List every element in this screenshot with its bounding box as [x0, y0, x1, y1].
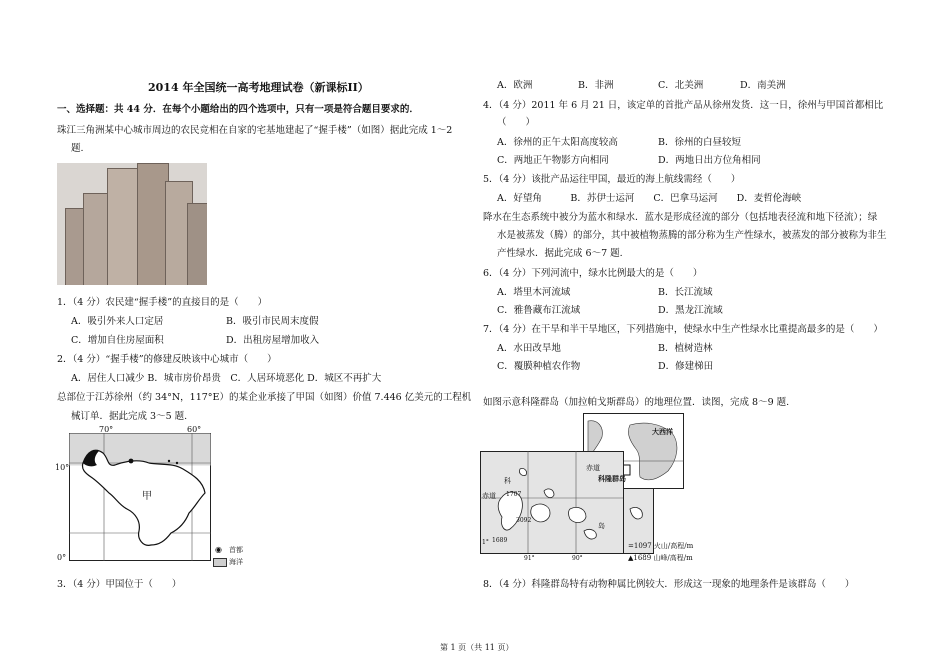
q4-stem-line-2: （ ）	[497, 117, 536, 128]
page-footer: 第 1 页（共 11 页）	[440, 643, 514, 652]
map2-lon-91: 91°	[524, 555, 535, 562]
map2-label-atlantic: 大西洋	[652, 427, 673, 436]
map2-elev-3092: 3092	[516, 517, 532, 524]
intro-1-line-2: 题.	[71, 143, 84, 154]
map2-label-equator-top: 赤道	[586, 464, 600, 472]
q3-option-a[interactable]: A．欧洲	[497, 80, 533, 91]
intro-2-line-2: 械订单．据此完成 3～5 题.	[71, 411, 188, 422]
map1-country-label: 甲	[142, 491, 152, 502]
map2-lat-1: 1°	[482, 539, 489, 546]
q5-options[interactable]: A．好望角 B．苏伊士运河 C．巴拿马运河 D．麦哲伦海峡	[497, 193, 802, 204]
map2-lon-90: 90°	[572, 555, 583, 562]
q1-stem: 1．（4 分）农民建“握手楼”的直接目的是（ ）	[57, 297, 268, 308]
map2-label-dao: 岛	[598, 522, 605, 530]
map2-label-islands: 科隆群岛	[598, 474, 626, 483]
map1-legend-ocean: 海洋	[229, 558, 243, 566]
q6-option-b[interactable]: B．长江流域	[658, 287, 713, 298]
map2-legend-volcano: =1097 火山/高程/m	[628, 542, 694, 550]
q4-stem-line-1: 4．（4 分）2011 年 6 月 21 日，该定单的首批产品从徐州发货．这一日，徐州与甲国首都相比	[483, 100, 884, 111]
intro-3-line-3: 产性绿水．据此完成 6～7 题.	[497, 248, 623, 259]
q3-stem: 3．（4 分）甲国位于（ ）	[57, 579, 182, 590]
q4-option-a[interactable]: A．徐州的正午太阳高度较高	[497, 137, 618, 148]
q6-option-d[interactable]: D．黑龙江流域	[658, 305, 723, 316]
map1-lon-60: 60°	[187, 425, 202, 434]
q4-option-b[interactable]: B．徐州的白昼较短	[658, 137, 741, 148]
map1-legend-capital: 首都	[229, 546, 243, 554]
intro-4: 如图示意科隆群岛（加拉帕戈斯群岛）的地理位置．读图，完成 8～9 题.	[483, 397, 790, 408]
map-galapagos	[480, 413, 735, 568]
q7-option-b[interactable]: B．植树造林	[658, 343, 713, 354]
map1-lat-10: 10°	[55, 463, 70, 472]
map2-label-ke: 科	[504, 477, 511, 485]
map2-label-equator-main: 赤道	[482, 492, 496, 500]
intro-3-line-1: 降水在生态系统中被分为蓝水和绿水．蓝水是形成径流的部分（包括地表径流和地下径流）；绿	[483, 212, 878, 223]
q4-option-c[interactable]: C．两地正午物影方向相同	[497, 155, 609, 166]
q7-option-c[interactable]: C．覆膜种植农作物	[497, 361, 581, 372]
q3-option-d[interactable]: D．南美洲	[740, 80, 786, 91]
q7-option-a[interactable]: A．水田改旱地	[497, 343, 561, 354]
q6-option-c[interactable]: C．雅鲁藏布江流域	[497, 305, 581, 316]
map1-lat-0: 0°	[57, 553, 67, 562]
q6-stem: 6．（4 分）下列河流中，绿水比例最大的是（ ）	[483, 268, 703, 279]
q2-stem: 2．（4 分）“握手楼”的修建反映该中心城市（ ）	[57, 354, 277, 365]
map2-legend-peak: ▲1689 山峰/高程/m	[628, 554, 693, 562]
q1-option-a[interactable]: A．吸引外来人口定居	[71, 316, 164, 327]
ocean-swatch	[213, 558, 227, 567]
q6-option-a[interactable]: A．塔里木河流域	[497, 287, 571, 298]
intro-1-line-1: 珠江三角洲某中心城市周边的农民竞相在自家的宅基地建起了“握手楼”（如图）据此完成 1～2	[57, 125, 453, 136]
intro-3-line-2: 水是被蒸发（腾）的部分，其中被植物蒸腾的部分称为生产性绿水，被蒸发的部分被称为非生	[497, 230, 887, 241]
capital-icon: ◉	[215, 545, 222, 554]
q3-option-b[interactable]: B．非洲	[578, 80, 614, 91]
q7-stem: 7．（4 分）在干旱和半干旱地区，下列措施中，使绿水中生产性绿水比重提高最多的是（ ）	[483, 324, 883, 335]
q4-option-d[interactable]: D．两地日出方位角相同	[658, 155, 761, 166]
map-country-jia	[55, 425, 243, 570]
map2-elev-1689: 1689	[492, 537, 508, 544]
q1-option-b[interactable]: B．吸引市民周末度假	[226, 316, 319, 327]
map2-elev-1707: 1707	[506, 491, 522, 498]
page-title: 2014 年全国统一高考地理试卷（新课标II）	[148, 81, 369, 94]
intro-2-line-1: 总部位于江苏徐州（约 34°N，117°E）的某企业承接了甲国（如图）价值 7.446 亿美元的工程机	[57, 392, 472, 403]
q1-option-d[interactable]: D．出租房屋增加收入	[226, 335, 320, 346]
q1-option-c[interactable]: C．增加自住房屋面积	[71, 335, 164, 346]
q7-option-d[interactable]: D．修建梯田	[658, 361, 714, 372]
q5-stem: 5．（4 分）该批产品运往甲国，最近的海上航线需经（ ）	[483, 174, 741, 185]
q3-option-c[interactable]: C．北美洲	[658, 80, 704, 91]
handshake-buildings-photo	[57, 163, 207, 285]
map1-svg	[69, 433, 211, 561]
q2-options[interactable]: A．居住人口减少 B．城市房价昂贵 C．人居环境恶化 D．城区不再扩大	[71, 373, 382, 384]
map1-lon-70: 70°	[99, 425, 114, 434]
section-heading: 一、选择题：共 44 分．在每个小题给出的四个选项中，只有一项是符合题目要求的．	[57, 104, 419, 115]
q8-stem: 8．（4 分）科隆群岛特有动物种属比例较大．形成这一现象的地理条件是该群岛（ ）	[483, 579, 855, 590]
